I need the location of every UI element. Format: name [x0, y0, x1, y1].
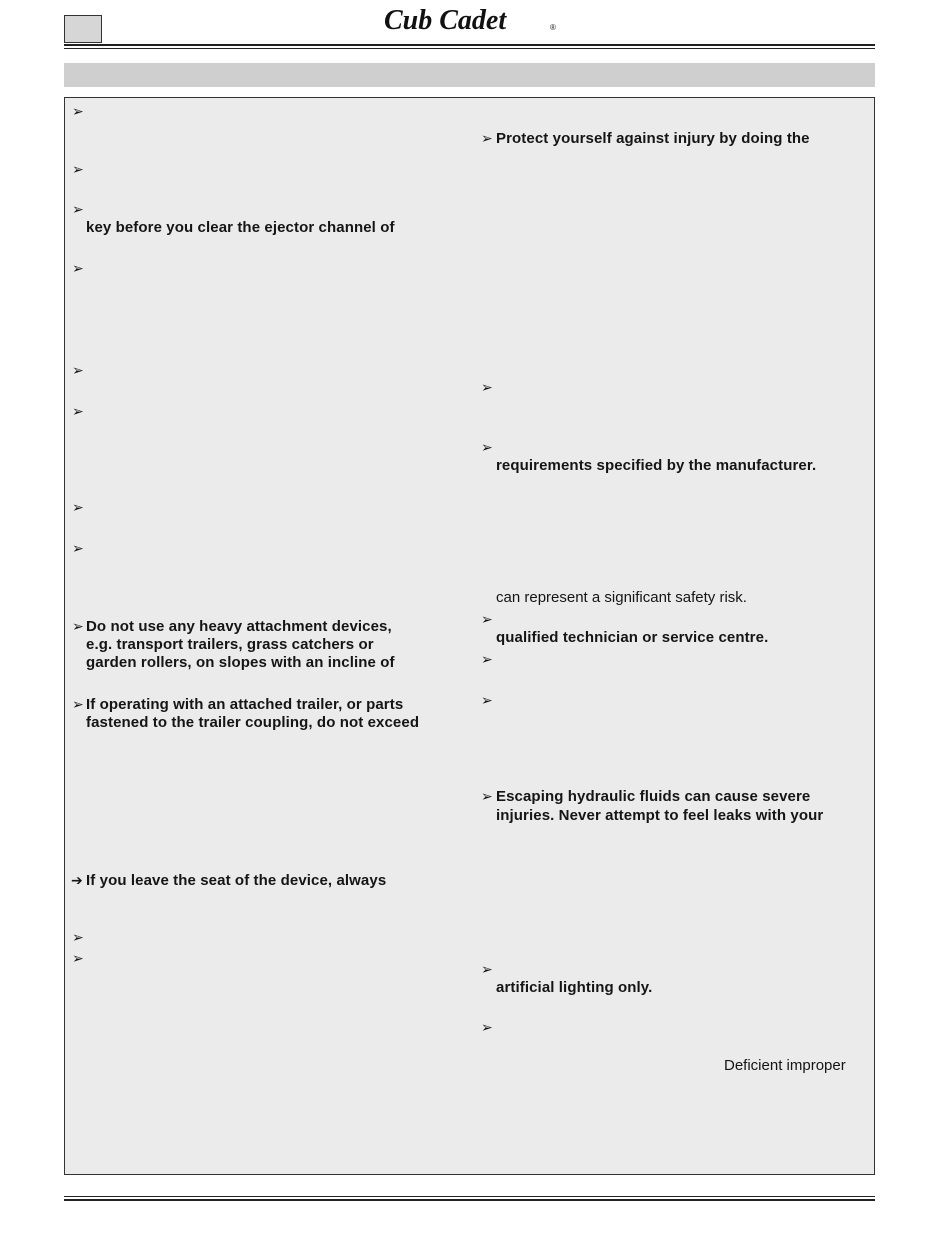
text-trailer-1: If operating with an attached trailer, or parts: [86, 696, 404, 713]
bullet-icon: ➢: [72, 500, 84, 516]
bullet-icon: ➢: [72, 363, 84, 379]
header-rule-thick: [64, 44, 875, 46]
bullet-icon: ➢: [72, 619, 84, 635]
bullet-icon: ➢: [72, 104, 84, 120]
text-requirements: requirements specified by the manufacturer.: [496, 457, 817, 474]
text-heavy-attachments-1: Do not use any heavy attachment devices,: [86, 618, 392, 635]
bullet-icon: ➢: [481, 652, 493, 668]
text-artificial-lighting: artificial lighting only.: [496, 979, 653, 996]
logo-text: Cub Cadet: [384, 5, 507, 36]
cub-cadet-logo: [380, 2, 580, 38]
bullet-icon: ➢: [481, 1020, 493, 1036]
bullet-icon: ➢: [481, 693, 493, 709]
text-heavy-attachments-3: garden rollers, on slopes with an incline of: [86, 654, 395, 671]
bullet-icon: ➢: [72, 162, 84, 178]
logo-registered-mark: ®: [550, 23, 556, 32]
bullet-icon: ➢: [481, 380, 493, 396]
bullet-icon: ➢: [72, 202, 84, 218]
text-deficient-improper: Deficient improper: [724, 1057, 846, 1074]
text-heavy-attachments-2: e.g. transport trailers, grass catchers or: [86, 636, 374, 653]
bullet-icon: ➢: [72, 930, 84, 946]
text-hydraulic-2: injuries. Never attempt to feel leaks with your: [496, 807, 824, 824]
footer-rule-thick: [64, 1199, 875, 1201]
bullet-icon: ➢: [481, 789, 493, 805]
bullet-icon: ➢: [481, 612, 493, 628]
header-rule-thin: [64, 48, 875, 49]
bullet-icon: ➢: [72, 697, 84, 713]
bullet-icon: ➢: [72, 541, 84, 557]
text-leave-seat: If you leave the seat of the device, always: [86, 872, 387, 889]
bullet-icon: ➢: [72, 951, 84, 967]
footer-rule-thin: [64, 1196, 875, 1197]
bullet-icon: ➢: [72, 404, 84, 420]
safety-content-box: [64, 97, 875, 1175]
right-arrow-icon: ➔: [71, 873, 83, 889]
text-trailer-2: fastened to the trailer coupling, do not exceed: [86, 714, 420, 731]
page-number-box: [64, 15, 102, 43]
text-qualified-technician: qualified technician or service centre.: [496, 629, 769, 646]
text-protect-yourself: Protect yourself against injury by doing the: [496, 130, 810, 147]
text-safety-risk: can represent a significant safety risk.: [496, 589, 747, 606]
text-key-before: key before you clear the ejector channel of: [86, 219, 395, 236]
text-hydraulic-1: Escaping hydraulic fluids can cause severe: [496, 788, 811, 805]
bullet-icon: ➢: [481, 440, 493, 456]
section-title-band: [64, 63, 875, 87]
bullet-icon: ➢: [481, 962, 493, 978]
bullet-icon: ➢: [481, 131, 493, 147]
bullet-icon: ➢: [72, 261, 84, 277]
